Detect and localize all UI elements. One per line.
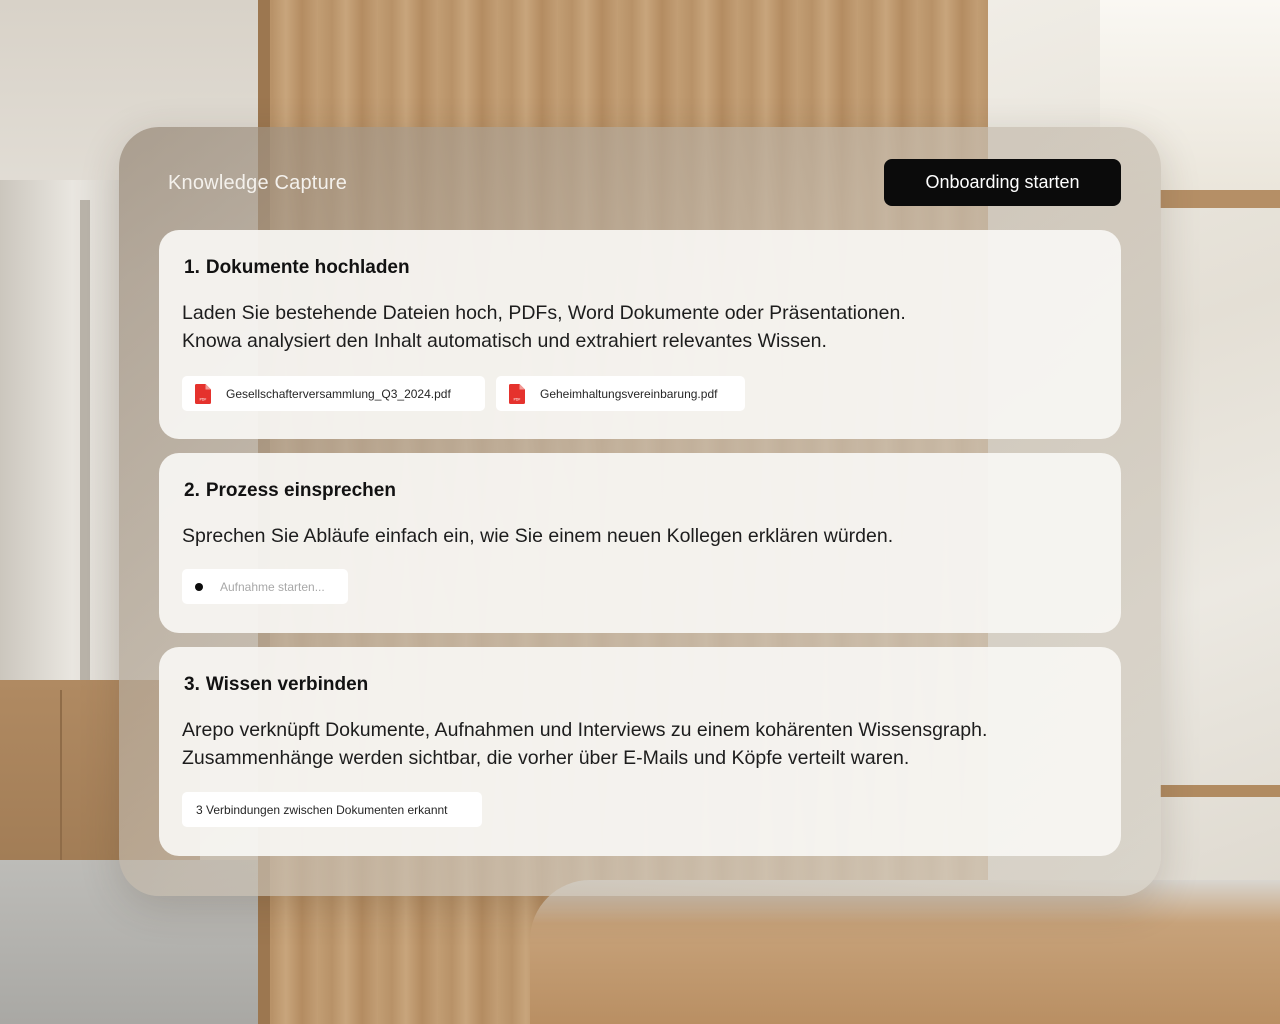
step-description-line: Laden Sie bestehende Dateien hoch, PDFs, Word Dokumente oder Präsentationen. bbox=[182, 302, 906, 324]
file-name: Gesellschafterversammlung_Q3_2024.pdf bbox=[226, 386, 451, 401]
background-wood-rail bbox=[1160, 785, 1280, 797]
step-description bbox=[182, 299, 906, 355]
step-description bbox=[182, 716, 987, 772]
background-window-frame bbox=[80, 200, 90, 680]
pdf-icon-label: PDF bbox=[513, 396, 521, 401]
step-title-text: Wissen verbinden bbox=[205, 674, 369, 695]
start-recording-button[interactable] bbox=[182, 569, 348, 604]
onboarding-start-button[interactable]: Onboarding starten bbox=[884, 159, 1121, 206]
step-title-text: Dokumente hochladen bbox=[205, 257, 410, 278]
connections-status-text: 3 Verbindungen zwischen Dokumenten erkannt bbox=[196, 802, 448, 817]
step-card-connect-knowledge bbox=[159, 647, 1121, 856]
step-number: 1. bbox=[184, 257, 200, 278]
record-dot-icon bbox=[195, 583, 203, 591]
step-number: 2. bbox=[184, 480, 200, 501]
step-title bbox=[184, 256, 410, 280]
background-cabinet-seam bbox=[60, 690, 62, 860]
file-chip[interactable] bbox=[182, 376, 485, 411]
background-desk bbox=[530, 880, 1280, 1024]
step-description-line: Sprechen Sie Abläufe einfach ein, wie Sie einem neuen Kollegen erklären würden. bbox=[182, 525, 894, 547]
background-wood-trim bbox=[1160, 190, 1280, 208]
step-title bbox=[184, 479, 396, 503]
background-window-left bbox=[0, 180, 120, 680]
panel-title: Knowledge Capture bbox=[168, 172, 348, 194]
file-name: Geheimhaltungsvereinbarung.pdf bbox=[540, 386, 718, 401]
pdf-icon-label: PDF bbox=[199, 396, 207, 401]
connections-status-badge bbox=[182, 792, 482, 827]
step-title bbox=[184, 673, 368, 697]
step-description-line: Knowa analysiert den Inhalt automatisch und extrahiert relevantes Wissen. bbox=[182, 330, 827, 352]
step-description-line: Zusammenhänge werden sichtbar, die vorher über E-Mails und Köpfe verteilt waren. bbox=[182, 747, 910, 769]
step-title-text: Prozess einsprechen bbox=[205, 480, 396, 501]
step-description-line: Arepo verknüpft Dokumente, Aufnahmen und Interviews zu einem kohärenten Wissensgraph. bbox=[182, 719, 988, 741]
file-chip[interactable] bbox=[496, 376, 745, 411]
pdf-file-icon bbox=[509, 384, 525, 404]
step-number: 3. bbox=[184, 674, 200, 695]
record-label: Aufnahme starten... bbox=[220, 579, 325, 594]
pdf-file-icon bbox=[195, 384, 211, 404]
step-card-record-process bbox=[159, 453, 1121, 633]
step-card-upload-documents bbox=[159, 230, 1121, 439]
step-description bbox=[182, 522, 893, 550]
